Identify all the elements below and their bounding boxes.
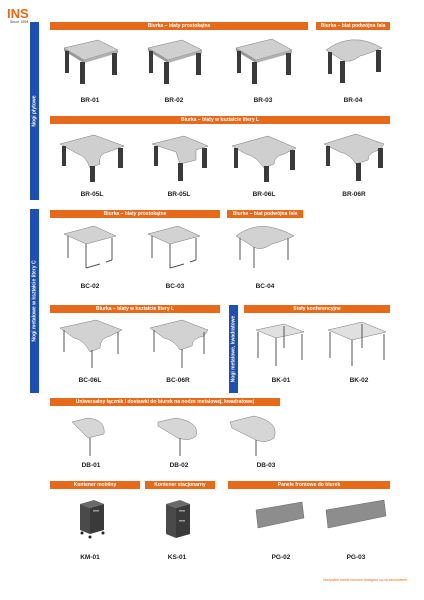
product-bc-04[interactable] <box>232 222 298 274</box>
desk-wave-c-legs-icon <box>232 222 298 274</box>
product-code: DB-02 <box>169 462 189 469</box>
product-br-06l[interactable] <box>228 130 300 186</box>
product-db-03[interactable] <box>226 412 286 460</box>
product-code: BR-04 <box>343 97 363 104</box>
desk-extension-quarter-icon <box>66 412 118 460</box>
section-header: Biurka – blaty w kształcie litery L <box>50 116 390 124</box>
section-header: Biurka – blat podwójna fala <box>227 210 303 218</box>
section-header: Biurka – blat podwójna fala <box>316 22 390 30</box>
product-bc-06l[interactable] <box>56 316 126 372</box>
side-label-kwadratowe <box>229 305 238 393</box>
side-label-litery-c-text: Nogi metalowe w kształcie litery C <box>31 260 38 342</box>
product-pg-02[interactable] <box>252 498 312 538</box>
product-code: KS-01 <box>167 554 187 561</box>
product-bc-02[interactable] <box>60 222 122 274</box>
section-header: Kontener mobilny <box>50 481 140 489</box>
desk-l-shape-panel-legs-icon <box>320 130 388 186</box>
product-br-02[interactable] <box>142 34 206 94</box>
product-code: DB-01 <box>81 462 101 469</box>
product-code: PG-02 <box>271 554 291 561</box>
desk-l-shape-panel-legs-icon <box>228 130 300 186</box>
product-code: BC-06L <box>78 377 102 384</box>
desk-rectangular-panel-legs-icon <box>142 34 206 94</box>
section-header: Biurka – blaty prostokątne <box>50 22 308 30</box>
product-code: BR-06R <box>342 191 366 198</box>
desk-wave-panel-legs-icon <box>320 34 386 94</box>
conference-table-square-legs-icon <box>250 318 310 370</box>
desk-rectangular-c-legs-icon <box>60 222 122 274</box>
product-br-06r[interactable] <box>320 130 388 186</box>
desk-rectangular-panel-legs-icon <box>58 34 122 94</box>
section-header: Stoły konferencyjne <box>244 305 390 313</box>
desk-l-shape-panel-legs-icon <box>56 130 128 186</box>
desk-rectangular-c-legs-icon <box>144 222 206 274</box>
product-pg-03[interactable] <box>322 498 392 538</box>
section-header: Biurka – blaty prostokątne <box>50 210 220 218</box>
product-code: BR-03 <box>253 97 273 104</box>
product-code: BC-06R <box>166 377 190 384</box>
product-br-05l-b[interactable] <box>146 130 212 186</box>
product-code: BC-04 <box>255 283 275 290</box>
product-code: BR-05L <box>167 191 191 198</box>
desk-extension-arc-icon <box>226 412 286 460</box>
conference-table-square-legs-icon <box>324 318 390 370</box>
side-label-kwadratowe-text: Nogi metalowe, kwadratowe <box>230 315 237 383</box>
product-ks-01[interactable] <box>162 496 194 542</box>
front-panel-icon <box>252 498 312 538</box>
section-header: Panele frontowe do biurek <box>228 481 390 489</box>
product-code: BC-02 <box>80 283 100 290</box>
product-code: BR-06L <box>252 191 276 198</box>
product-code: BK-01 <box>271 377 291 384</box>
desk-l-shape-c-legs-icon <box>56 316 126 372</box>
logo-mark-icon <box>6 6 42 20</box>
stationary-pedestal-icon <box>162 496 194 542</box>
mobile-pedestal-icon <box>76 496 108 542</box>
product-code: PG-03 <box>346 554 366 561</box>
product-code: BC-03 <box>165 283 185 290</box>
product-code: BR-05L <box>80 191 104 198</box>
product-code: BK-02 <box>349 377 369 384</box>
product-bc-03[interactable] <box>144 222 206 274</box>
desk-rectangular-panel-legs-icon <box>230 34 296 94</box>
logo-tagline: Since 1994 <box>10 20 29 24</box>
product-br-04[interactable] <box>320 34 386 94</box>
product-db-01[interactable] <box>66 412 118 460</box>
section-header: Kontener stacjonarny <box>145 481 215 489</box>
product-code: BR-02 <box>164 97 184 104</box>
side-label-plytowe-text: Nogi płytowe <box>31 95 38 127</box>
product-km-01[interactable] <box>76 496 108 542</box>
section-header: Biurka – blaty w kształcie litery L <box>50 305 220 313</box>
product-br-01[interactable] <box>58 34 122 94</box>
product-bk-01[interactable] <box>250 318 310 370</box>
product-code: DB-03 <box>256 462 276 469</box>
front-panel-icon <box>322 498 392 538</box>
desk-l-shape-panel-legs-icon <box>146 130 212 186</box>
desk-l-shape-c-legs-icon <box>146 316 212 372</box>
product-br-05l[interactable] <box>56 130 128 186</box>
logo-letters: INS <box>7 6 29 20</box>
product-db-02[interactable] <box>152 412 208 460</box>
product-bk-02[interactable] <box>324 318 390 370</box>
desk-extension-round-icon <box>152 412 208 460</box>
product-code: BR-01 <box>80 97 100 104</box>
product-code: KM-01 <box>80 554 100 561</box>
footnote: Wszystkie meble biurowe dostępne są na zamówienie. <box>323 578 408 582</box>
section-header: Uniwersalny łącznik i dostawki do biurek na nodze metalowej, kwadratowej <box>50 398 280 406</box>
product-bc-06r[interactable] <box>146 316 212 372</box>
side-label-plytowe <box>30 22 39 200</box>
side-label-litery-c <box>30 209 39 393</box>
product-br-03[interactable] <box>230 34 296 94</box>
